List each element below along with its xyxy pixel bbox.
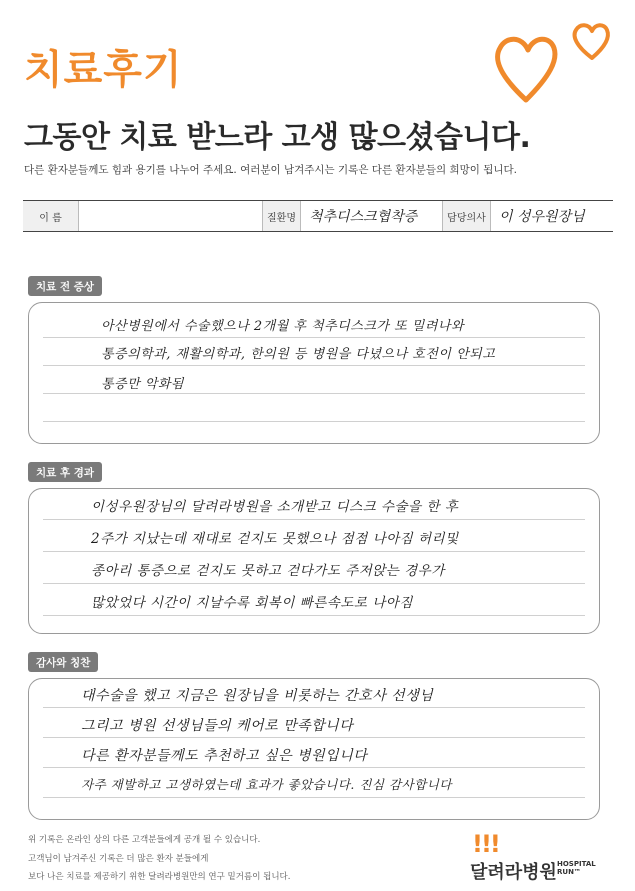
handwritten-line: 대수술을 했고 지금은 원장님을 비롯하는 간호사 선생님 xyxy=(81,688,434,704)
intro-text: 다른 환자분들께도 힘과 용기를 나누어 주세요. 여러분이 남겨주시는 기록은 다른 환자분들의 희망이 됩니다. xyxy=(24,164,518,176)
section-box-thanks xyxy=(28,678,600,820)
section-tab-thanks: 감사와 칭찬 xyxy=(28,652,98,672)
name-value xyxy=(79,201,263,231)
doctor-label: 담당의사 xyxy=(443,201,491,231)
handwritten-line: 그리고 병원 선생님들의 케어로 만족합니다 xyxy=(81,718,354,734)
footer-note: 위 기록은 온라인 상의 다른 고객분들에게 공개 될 수 있습니다. xyxy=(28,835,261,845)
hearts-icon xyxy=(488,18,624,108)
patient-info-table xyxy=(23,200,613,232)
doctor-value: 이 성우원장님 xyxy=(499,209,585,225)
handwritten-line: 아산병원에서 수술했으나 2개월 후 척추디스크가 또 밀려나와 xyxy=(101,319,465,334)
section-box-after-treatment xyxy=(28,488,600,634)
footer-note: 고객님이 남겨주신 기록은 더 많은 환자 분들에게 xyxy=(28,854,209,864)
handwritten-line: 통증의학과, 재활의학과, 한의원 등 병원을 다녔으나 호전이 안되고 xyxy=(101,347,496,362)
handwritten-line: 자주 재발하고 고생하였는데 효과가 좋았습니다. 진심 감사합니다 xyxy=(81,777,452,792)
name-label: 이 름 xyxy=(23,201,79,231)
handwritten-line: 많았었다 시간이 지날수록 회복이 빠른속도로 나아짐 xyxy=(91,595,413,611)
disease-value: 척추디스크협착증 xyxy=(301,201,443,231)
page-subtitle: 그동안 치료 받느라 고생 많으셨습니다. xyxy=(24,120,531,155)
disease-label: 질환명 xyxy=(263,201,301,231)
handwritten-line: 종아리 통증으로 걷지도 못하고 걷다가도 주저앉는 경우가 xyxy=(91,563,445,579)
section-tab-after-treatment: 치료 후 경과 xyxy=(28,462,102,482)
hospital-logo: 달려라병원 xyxy=(470,862,557,883)
page-title: 치료후기 xyxy=(24,47,183,93)
footer-note: 보다 나은 치료를 제공하기 위한 달려라병원만의 연구 밑거름이 됩니다. xyxy=(28,872,291,882)
section-tab-before-treatment: 치료 전 증상 xyxy=(28,276,102,296)
handwritten-line: 2주가 지났는데 재대로 걷지도 못했으나 점점 나아짐 허리및 xyxy=(91,531,459,547)
handwritten-line: 통증만 악화됨 xyxy=(101,377,184,392)
logo-mark: !!! xyxy=(472,830,499,858)
section-box-before-treatment xyxy=(28,302,600,444)
handwritten-line: 다른 환자분들께도 추천하고 싶은 병원입니다 xyxy=(81,748,368,764)
handwritten-line: 이성우원장님의 달려라병원을 소개받고 디스크 수술을 한 후 xyxy=(91,499,459,515)
hospital-logo-sub: HOSPITAL RUN™ xyxy=(557,860,596,876)
